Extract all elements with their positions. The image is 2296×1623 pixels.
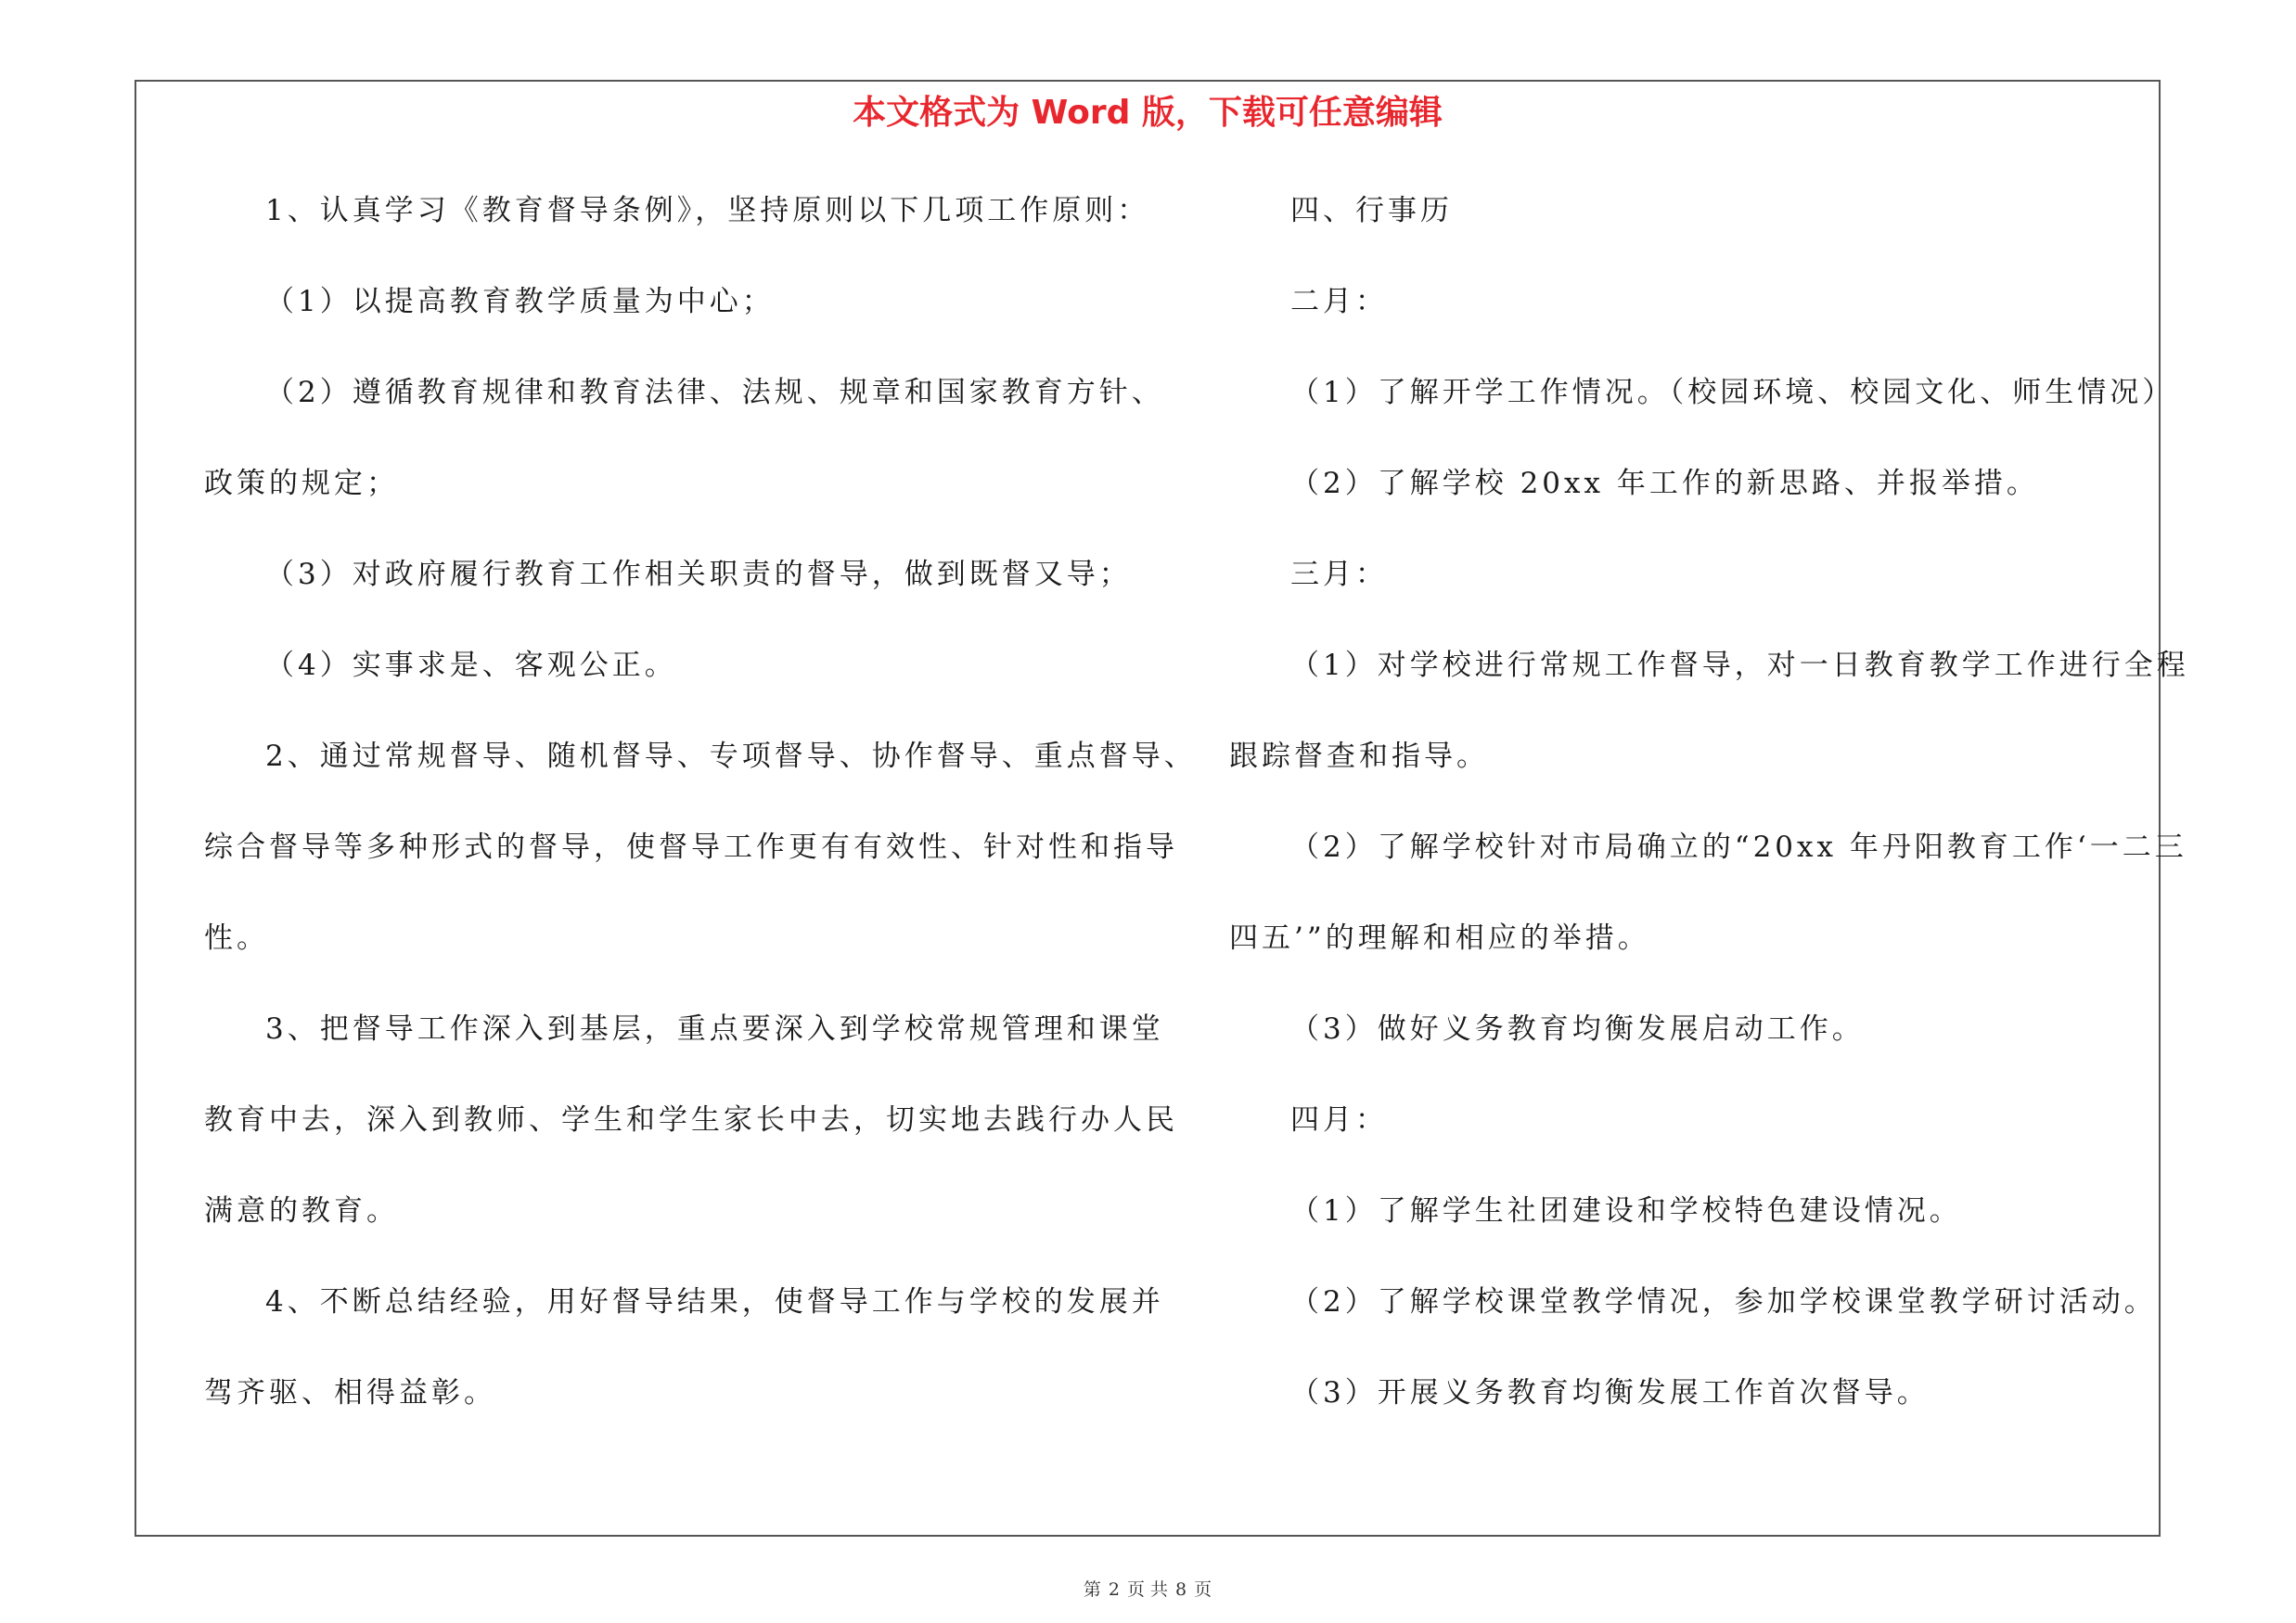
paragraph-line: （3）开展义务教育均衡发展工作首次督导。 (1290, 1376, 1930, 1410)
paragraph-line: 跟踪督查和指导。 (1229, 740, 1489, 773)
footer-prefix: 第 (1083, 1579, 1101, 1600)
paragraph-line: （1）了解开学工作情况。（校园环境、校园文化、师生情况） (1290, 376, 2175, 409)
paragraph-line: 3、把督导工作深入到基层，重点要深入到学校常规管理和课堂 (265, 1012, 1164, 1046)
paragraph-line: （1）了解学生社团建设和学校特色建设情况。 (1290, 1194, 1962, 1228)
paragraph-line: 1、认真学习《教育督导条例》，坚持原则以下几项工作原则： (265, 194, 1150, 227)
paragraph-line: 综合督导等多种形式的督导，使督导工作更有有效性、针对性和指导 (204, 831, 1178, 864)
format-banner: 本文格式为 Word 版，下载可任意编辑 (853, 94, 1443, 132)
paragraph-line: （3）做好义务教育均衡发展启动工作。 (1290, 1012, 1865, 1046)
paragraph-line: （1）以提高教育教学质量为中心； (265, 285, 775, 318)
paragraph-line: 性。 (204, 921, 269, 955)
footer-total-pages: 8 (1175, 1579, 1187, 1600)
paragraph-line: 4、不断总结经验，用好督导结果，使督导工作与学校的发展并 (265, 1285, 1164, 1319)
paragraph-line: 四五’”的理解和相应的举措。 (1229, 921, 1650, 955)
paragraph-line: 四、行事历 (1290, 194, 1453, 227)
footer-current-page: 2 (1108, 1579, 1120, 1600)
paragraph-line: （2）遵循教育规律和教育法律、法规、规章和国家教育方针、 (265, 376, 1164, 409)
paragraph-line: （1）对学校进行常规工作督导，对一日教育教学工作进行全程 (1290, 649, 2189, 682)
paragraph-line: （2）了解学校针对市局确立的“20xx 年丹阳教育工作‘一二三 (1290, 831, 2187, 864)
right-column (1229, 186, 2189, 1459)
paragraph-line: 2、通过常规督导、随机督导、专项督导、协作督导、重点督导、 (265, 740, 1197, 773)
footer-middle: 页 共 (1126, 1579, 1169, 1600)
paragraph-line: 驾齐驱、相得益彰。 (204, 1376, 496, 1410)
left-column (204, 186, 1197, 1459)
paragraph-line: （2）了解学校 20xx 年工作的新思路、并报举措。 (1290, 467, 2039, 500)
paragraph-line: 二月： (1290, 285, 1388, 318)
paragraph-line: （3）对政府履行教育工作相关职责的督导，做到既督又导； (265, 558, 1132, 591)
footer-suffix: 页 (1194, 1579, 1212, 1600)
page-footer (136, 1576, 2159, 1601)
paragraph-line: （4）实事求是、客观公正。 (265, 649, 677, 682)
paragraph-line: 三月： (1290, 558, 1388, 591)
paragraph-line: 满意的教育。 (204, 1194, 399, 1228)
paragraph-line: 四月： (1290, 1103, 1388, 1137)
paragraph-line: 教育中去，深入到教师、学生和学生家长中去，切实地去践行办人民 (204, 1103, 1178, 1137)
paragraph-line: （2）了解学校课堂教学情况，参加学校课堂教学研讨活动。 (1290, 1285, 2157, 1319)
paragraph-line: 政策的规定； (204, 467, 399, 500)
